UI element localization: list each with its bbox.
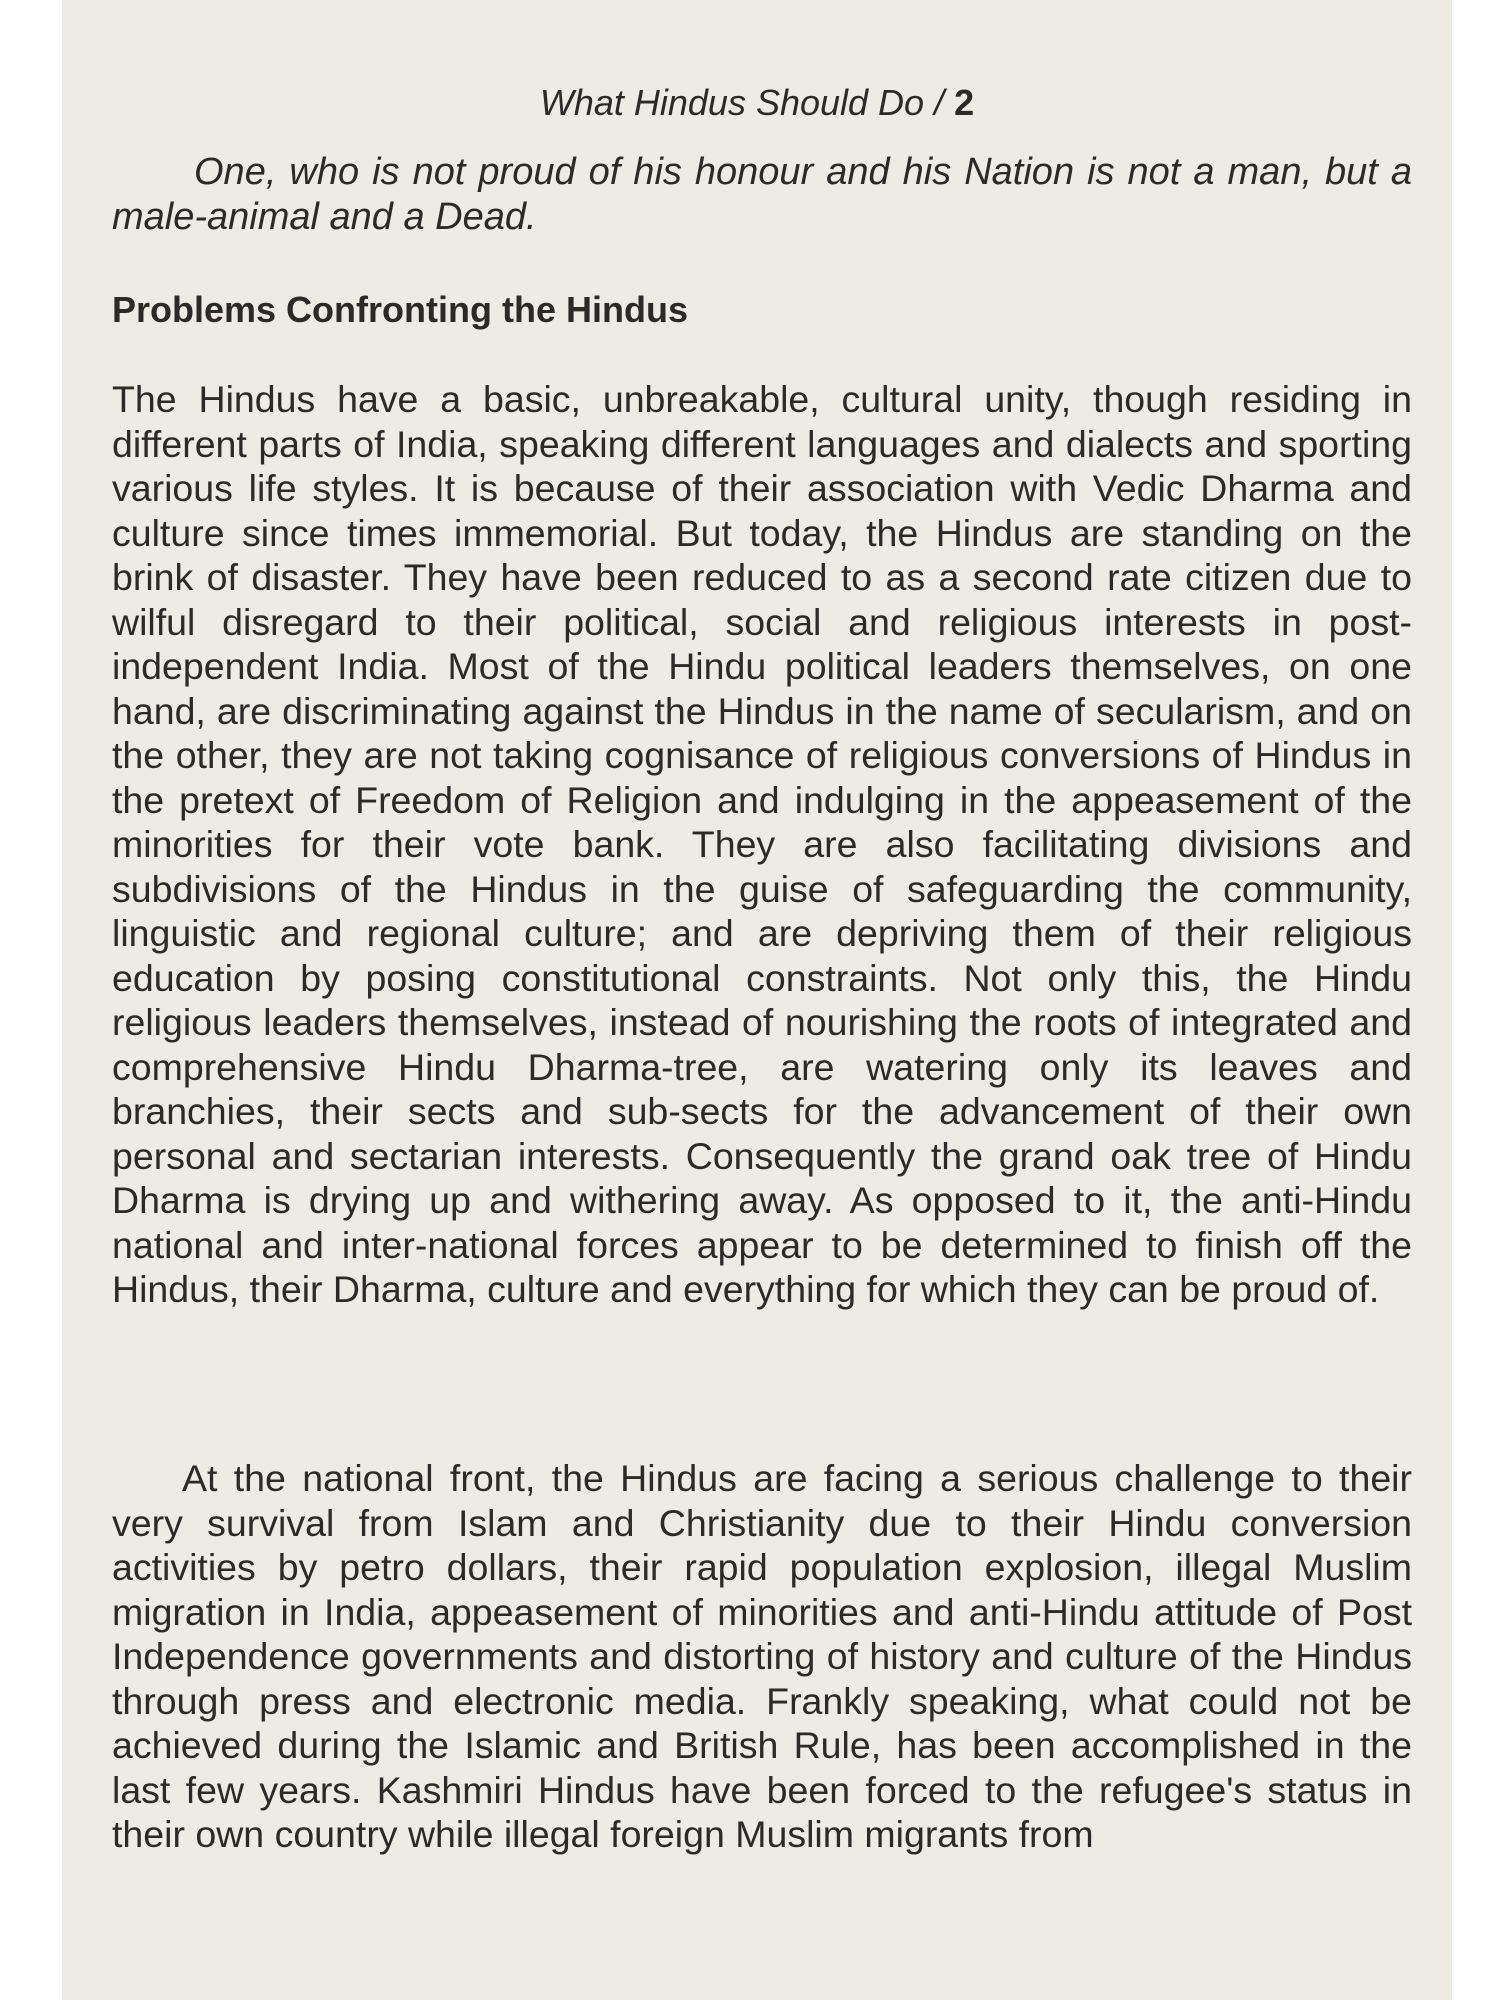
body-paragraph: At the national front, the Hindus are facing a serious challenge to their very survival from Islam and Christianity due to their Hindu conversion activities by petro dollars, their rapid population explosion, illegal Muslim migration in India, appeasement of minorities and anti-Hindu attitude of Post Independence governments and distorting of history and culture of the Hindus through press and electronic media. Frankly speaking, what could not be achieved during the Islamic and British Rule, has been accomplished in the last few years. Kashmiri Hindus have been forced to the refugee's status in their own country while illegal foreign Muslim migrants from xyxy=(112,1457,1412,1855)
epigraph: One, who is not proud of his honour and his Nation is not a man, but a male-animal and a Dead. xyxy=(112,151,1412,238)
book-page xyxy=(62,0,1452,2000)
page-number: 2 xyxy=(954,82,975,123)
running-title: What Hindus Should Do xyxy=(539,82,925,123)
header-separator: / xyxy=(924,82,955,123)
body-paragraph: The Hindus have a basic, unbreakable, cultural unity, though residing in different parts of India, speaking different languages and dialects and sporting various life styles. It is because of their association with Vedic Dharma and culture since times immemorial. But today, the Hindus are standing on the brink of disaster. They have been reduced to as a second rate citizen due to wilful disregard to their political, social and religious interests in post-independent India. Most of the Hindu political leaders themselves, on one hand, are discriminating against the Hindus in the name of secularism, and on the other, they are not taking cognisance of religious conversions of Hindus in the pretext of Freedom of Religion and indulging in the appeasement of the minorities for their vote bank. They are also facilitating divisions and subdivisions of the Hindus in the guise of safeguarding the community, linguistic and regional culture; and are depriving them of their religious education by posing constitutional constraints. Not only this, the Hindu religious leaders themselves, instead of nourishing the roots of integrated and comprehensive Hindu Dharma-tree, are watering only its leaves and branchies, their sects and sub-sects for the advancement of their own personal and sectarian interests. Consequently the grand oak tree of Hindu Dharma is drying up and withering away. As opposed to it, the anti-Hindu national and inter-national forces appear to be determined to finish off the Hindus, their Dharma, culture and everything for which they can be proud of. xyxy=(112,378,1412,1310)
running-header xyxy=(62,82,1452,124)
section-heading: Problems Confronting the Hindus xyxy=(112,289,688,330)
